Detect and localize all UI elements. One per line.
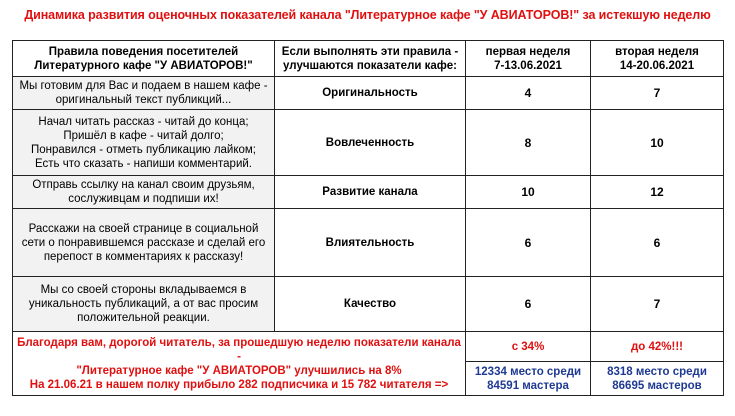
thanks-line: "Литературное кафе "У АВИАТОРОВ" улучшились на 8% xyxy=(76,364,402,377)
week2-value: 12 xyxy=(591,176,724,209)
rule-line: Расскажи на своей странице в социальной xyxy=(28,222,259,235)
rule-cell xyxy=(13,209,275,277)
week2-value: 10 xyxy=(591,110,724,176)
rule-line: Пришёл в кафе - читай долго; xyxy=(63,129,224,142)
week1-value: 6 xyxy=(466,277,591,332)
thanks-line: На 21.06.21 в нашем полку прибыло 282 подписчика и 15 782 читателя => xyxy=(29,378,449,391)
rule-cell xyxy=(13,110,275,176)
week1-value: 8 xyxy=(466,110,591,176)
header-rules-line2: Литературного кафе "У АВИАТОРОВ!" xyxy=(34,59,253,72)
table-row xyxy=(13,77,724,110)
metric-channel-growth: Развитие канала xyxy=(275,176,466,209)
rule-line: Есть что сказать - напиши комментарий. xyxy=(35,157,252,170)
rule-line: Мы со своей стороны вкладываемся в xyxy=(40,284,247,296)
rank-line: 84591 мастера xyxy=(487,379,569,392)
week1-improvement: с 34% xyxy=(466,332,591,362)
rule-line: Отправь ссылку на канал своим друзьям, xyxy=(32,179,255,191)
header-metrics-line1: Если выполнять эти правила - xyxy=(281,45,459,58)
rank-line: 86695 мастеров xyxy=(612,379,702,392)
header-week2-line2: 14-20.06.2021 xyxy=(619,59,695,72)
header-week1 xyxy=(466,41,591,77)
header-week2 xyxy=(591,41,724,77)
week1-value: 4 xyxy=(466,77,591,110)
rule-line: Понравился - отметь публикацию лайком; xyxy=(30,143,257,156)
week2-improvement: до 42%!!! xyxy=(591,332,724,362)
rule-line: уникальность публикаций, а от вас просим xyxy=(28,298,259,310)
rule-line: оригинальный текст публикций... xyxy=(55,94,232,106)
rank-line: 8318 место среди xyxy=(607,365,707,378)
metric-originality: Оригинальность xyxy=(275,77,466,110)
metrics-table xyxy=(12,40,724,396)
rule-line: Мы готовим для Вас и подаем в нашем кафе - xyxy=(19,80,268,92)
thanks-line: Благодаря вам, дорогой читатель, за прошедшую неделю показатели канала - xyxy=(17,336,461,363)
week1-rank xyxy=(466,362,591,396)
header-week1-line1: первая неделя xyxy=(485,45,571,58)
rule-line: Начал читать рассказ - читай до конца; xyxy=(38,115,249,128)
rule-line: положительной реакции. xyxy=(77,312,210,324)
header-metrics-line2: улучшаются показатели кафе: xyxy=(283,59,457,72)
metric-engagement: Вовлеченность xyxy=(275,110,466,176)
week1-value: 6 xyxy=(466,209,591,277)
rank-line: 12334 место среди xyxy=(474,365,582,378)
table-row xyxy=(13,176,724,209)
week2-value: 6 xyxy=(591,209,724,277)
metric-quality: Качество xyxy=(275,277,466,332)
rule-line: перепост в комментариях к рассказу! xyxy=(43,250,244,263)
rule-cell xyxy=(13,77,275,110)
header-metrics xyxy=(275,41,466,77)
rule-cell xyxy=(13,176,275,209)
metric-influence: Влиятельность xyxy=(275,209,466,277)
table-row xyxy=(13,277,724,332)
week1-value: 10 xyxy=(466,176,591,209)
rule-line: сети о понравившемся рассказе и сделай его xyxy=(21,236,266,249)
week2-value: 7 xyxy=(591,77,724,110)
header-week1-line2: 7-13.06.2021 xyxy=(494,59,562,72)
header-rules xyxy=(13,41,275,77)
table-header-row xyxy=(13,41,724,77)
table-row xyxy=(13,209,724,277)
header-rules-line1: Правила поведения посетителей xyxy=(48,45,239,58)
table-row xyxy=(13,110,724,176)
rule-line: сослуживцам и подпиши их! xyxy=(68,193,219,205)
rule-cell xyxy=(13,277,275,332)
thanks-message xyxy=(13,332,466,396)
week2-value: 7 xyxy=(591,277,724,332)
page-title: Динамика развития оценочных показателей канала "Литературное кафе "У АВИАТОРОВ!" за истекшую неделю xyxy=(24,8,711,22)
footer-row-improvement xyxy=(13,332,724,362)
header-week2-line1: вторая неделя xyxy=(615,45,699,58)
week2-rank xyxy=(591,362,724,396)
